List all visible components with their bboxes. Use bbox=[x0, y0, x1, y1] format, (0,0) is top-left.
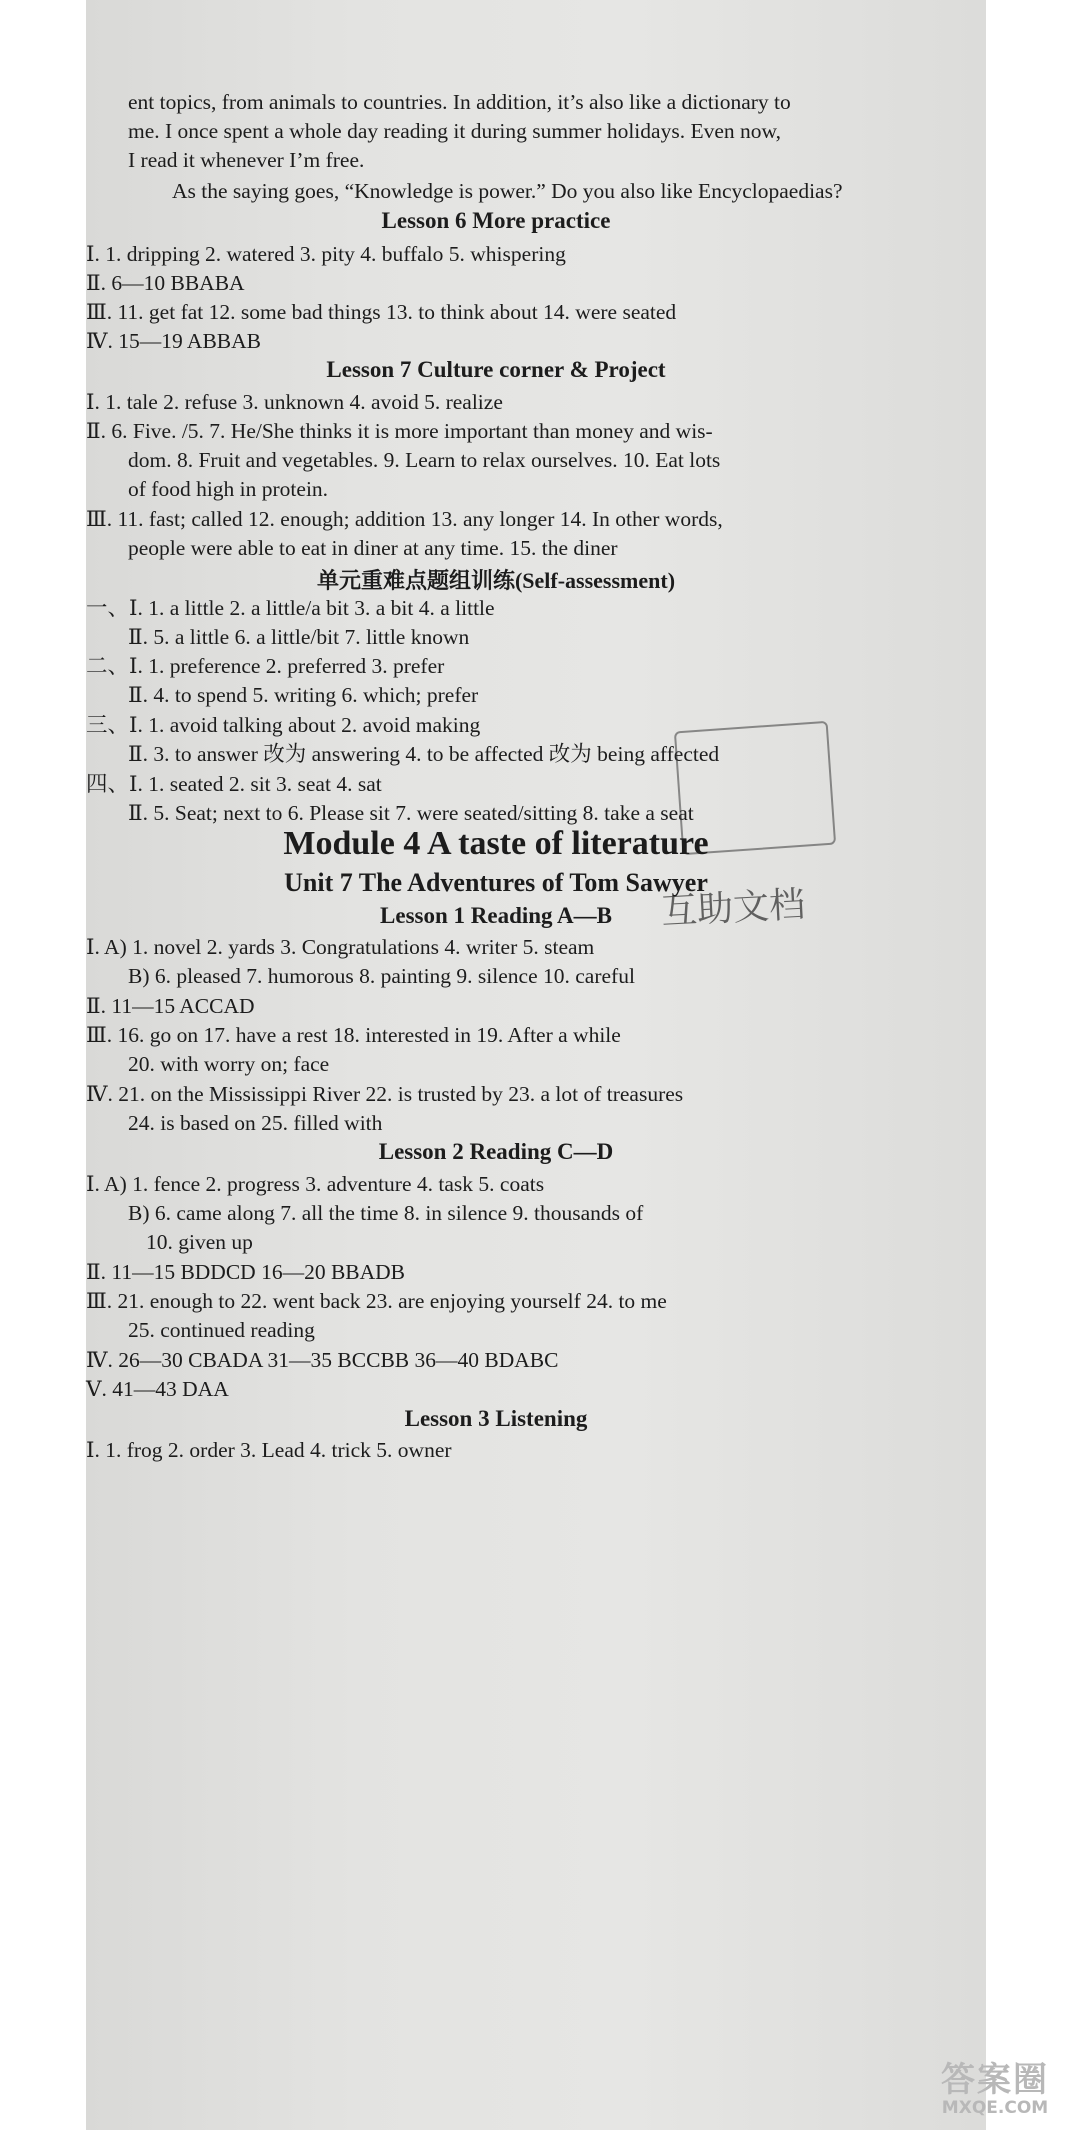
self-line-7: 四、Ⅰ. 1. seated 2. sit 3. seat 4. sat bbox=[86, 772, 382, 796]
lesson1-line-5: 20. with worry on; face bbox=[128, 1052, 330, 1076]
lesson1-line-6: Ⅳ. 21. on the Mississippi River 22. is trusted by 23. a lot of treasures bbox=[86, 1082, 684, 1106]
unit-title: Unit 7 The Adventures of Tom Sawyer bbox=[284, 868, 708, 897]
lesson7-line-4: of food high in protein. bbox=[128, 477, 329, 501]
lesson2-line-4: Ⅱ. 11—15 BDDCD 16—20 BBADB bbox=[86, 1260, 406, 1284]
self-line-3: 二、Ⅰ. 1. preference 2. preferred 3. prefer bbox=[86, 654, 445, 678]
self-line-4: Ⅱ. 4. to spend 5. writing 6. which; prefer bbox=[128, 683, 479, 707]
lesson7-line-5: Ⅲ. 11. fast; called 12. enough; addition 13. any longer 14. In other words, bbox=[86, 507, 723, 531]
intro-line-3: I read it whenever I’m free. bbox=[128, 148, 365, 172]
watermark-logo: 答案圈 bbox=[941, 2060, 1049, 2100]
lesson1-line-1: Ⅰ. A) 1. novel 2. yards 3. Congratulations 4. writer 5. steam bbox=[86, 935, 595, 959]
self-line-1: 一、Ⅰ. 1. a little 2. a little/a bit 3. a bit 4. a little bbox=[86, 596, 495, 620]
self-line-5: 三、Ⅰ. 1. avoid talking about 2. avoid making bbox=[86, 713, 481, 737]
lesson1-title: Lesson 1 Reading A—B bbox=[380, 903, 612, 928]
site-watermark bbox=[920, 2062, 1070, 2122]
intro-line-4: As the saying goes, “Knowledge is power.” Do you also like Encyclopaedias? bbox=[172, 179, 843, 203]
module-title: Module 4 A taste of literature bbox=[283, 825, 709, 862]
lesson2-title: Lesson 2 Reading C—D bbox=[378, 1139, 614, 1164]
intro-line-1: ent topics, from animals to countries. In addition, it’s also like a dictionary to bbox=[128, 90, 791, 114]
lesson2-line-1: Ⅰ. A) 1. fence 2. progress 3. adventure 4. task 5. coats bbox=[86, 1172, 545, 1196]
lesson7-title: Lesson 7 Culture corner & Project bbox=[326, 357, 666, 382]
lesson6-line-2: Ⅱ. 6—10 BBABA bbox=[86, 271, 245, 295]
lesson6-line-3: Ⅲ. 11. get fat 12. some bad things 13. to think about 14. were seated bbox=[86, 300, 677, 324]
answer-page bbox=[86, 0, 986, 2130]
self-assessment-title: 单元重难点题组训练(Self-assessment) bbox=[316, 568, 676, 593]
intro-line-2: me. I once spent a whole day reading it during summer holidays. Even now, bbox=[128, 119, 781, 143]
lesson6-title: Lesson 6 More practice bbox=[381, 208, 611, 233]
lesson1-line-3: Ⅱ. 11—15 ACCAD bbox=[86, 994, 255, 1018]
lesson2-line-3: 10. given up bbox=[146, 1230, 253, 1254]
stamp-text: 互助文档 bbox=[660, 884, 807, 933]
lesson1-line-7: 24. is based on 25. filled with bbox=[128, 1111, 383, 1135]
lesson3-title: Lesson 3 Listening bbox=[404, 1406, 588, 1431]
self-line-2: Ⅱ. 5. a little 6. a little/bit 7. little known bbox=[128, 625, 470, 649]
lesson2-line-2: B) 6. came along 7. all the time 8. in silence 9. thousands of bbox=[128, 1201, 644, 1225]
lesson7-line-3: dom. 8. Fruit and vegetables. 9. Learn to relax ourselves. 10. Eat lots bbox=[128, 448, 721, 472]
lesson2-line-8: Ⅴ. 41—43 DAA bbox=[86, 1377, 229, 1401]
lesson1-line-2: B) 6. pleased 7. humorous 8. painting 9. silence 10. careful bbox=[128, 964, 635, 988]
lesson1-line-4: Ⅲ. 16. go on 17. have a rest 18. interested in 19. After a while bbox=[86, 1023, 621, 1047]
self-line-8: Ⅱ. 5. Seat; next to 6. Please sit 7. were seated/sitting 8. take a seat bbox=[128, 801, 694, 825]
lesson6-line-1: Ⅰ. 1. dripping 2. watered 3. pity 4. buffalo 5. whispering bbox=[86, 242, 566, 266]
lesson7-line-2: Ⅱ. 6. Five. /5. 7. He/She thinks it is more important than money and wis- bbox=[86, 419, 713, 443]
lesson7-line-1: Ⅰ. 1. tale 2. refuse 3. unknown 4. avoid 5. realize bbox=[86, 390, 503, 414]
lesson2-line-7: Ⅳ. 26—30 CBADA 31—35 BCCBB 36—40 BDABC bbox=[86, 1348, 559, 1372]
lesson6-line-4: Ⅳ. 15—19 ABBAB bbox=[86, 329, 261, 353]
self-line-6: Ⅱ. 3. to answer 改为 answering 4. to be affected 改为 being affected bbox=[128, 742, 720, 766]
lesson7-line-6: people were able to eat in diner at any time. 15. the diner bbox=[128, 536, 618, 560]
lesson3-line-1: Ⅰ. 1. frog 2. order 3. Lead 4. trick 5. owner bbox=[86, 1438, 452, 1462]
lesson2-line-5: Ⅲ. 21. enough to 22. went back 23. are enjoying yourself 24. to me bbox=[86, 1289, 667, 1313]
lesson2-line-6: 25. continued reading bbox=[128, 1318, 315, 1342]
watermark-url: MXQE.COM bbox=[941, 2098, 1049, 2118]
